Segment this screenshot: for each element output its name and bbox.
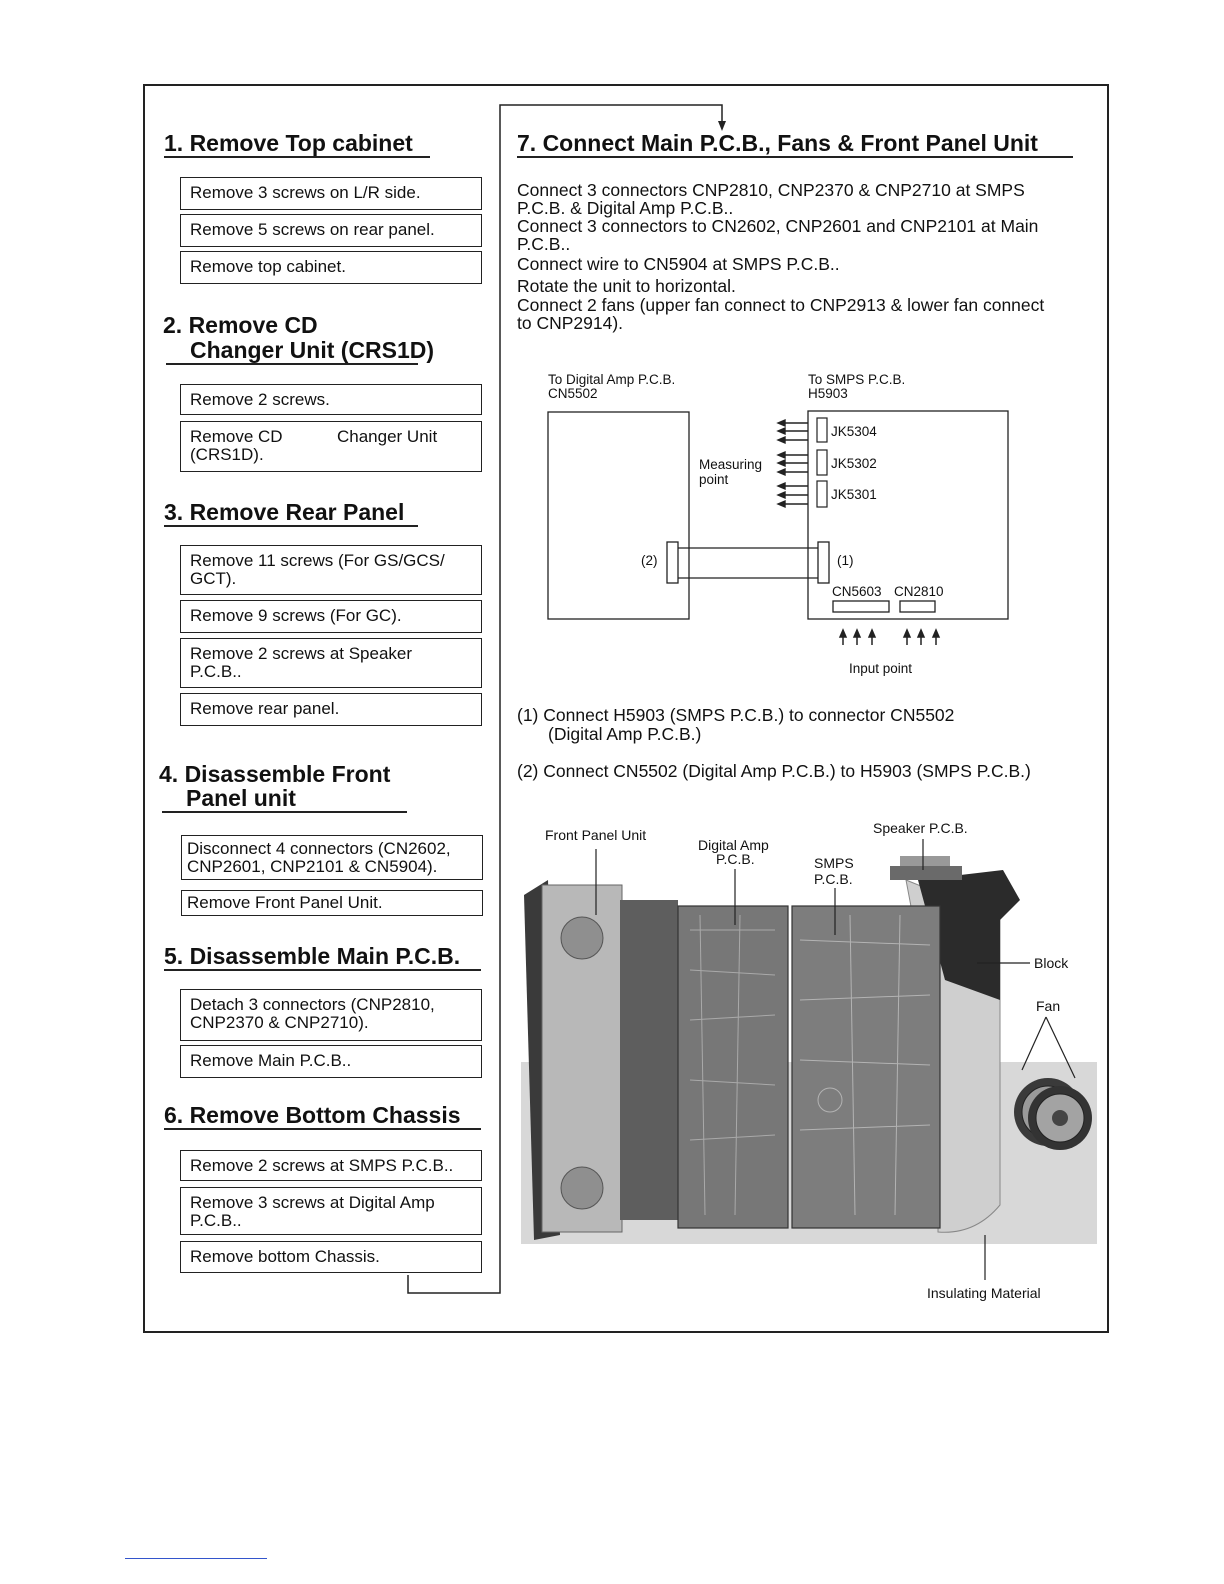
step4-title-line2: Panel unit	[162, 786, 407, 813]
connector-label-1: (1)	[837, 553, 854, 568]
measuring-point-label-2: point	[699, 472, 729, 487]
step7-line-3: Connect 3 connectors to CN2602, CNP2601 and CNP2101 at Main	[517, 216, 1039, 236]
jack-jk5302: JK5302	[831, 456, 877, 471]
label-block: Block	[1034, 955, 1069, 971]
step6-box-3: Remove bottom Chassis.	[180, 1241, 482, 1273]
note-1-line-2: (Digital Amp P.C.B.)	[548, 724, 702, 744]
step3-box-3: Remove 2 screws at Speaker P.C.B..	[180, 638, 482, 688]
step3-box-1: Remove 11 screws (For GS/GCS/ GCT).	[180, 545, 482, 595]
label-fan: Fan	[1036, 998, 1061, 1014]
step3-title: 3. Remove Rear Panel	[164, 500, 418, 527]
right-board-label-2: H5903	[808, 386, 848, 401]
step1-box-1: Remove 3 screws on L/R side.	[180, 177, 482, 210]
step4-box-1: Disconnect 4 connectors (CN2602, CNP2601, CNP2101 & CN5904).	[181, 835, 483, 880]
cn5603-label: CN5603	[832, 584, 882, 599]
label-insulating-material: Insulating Material	[927, 1285, 1041, 1301]
label-speaker-pcb: Speaker P.C.B.	[873, 820, 968, 836]
step1-box-2: Remove 5 screws on rear panel.	[180, 214, 482, 247]
step2-title-line2: Changer Unit (CRS1D)	[166, 338, 418, 365]
step2-box-1: Remove 2 screws.	[180, 384, 482, 415]
step2-title-line1: 2. Remove CD	[163, 312, 318, 338]
step3-box-4: Remove rear panel.	[180, 693, 482, 726]
step1-title: 1. Remove Top cabinet	[164, 131, 430, 158]
note-2: (2) Connect CN5502 (Digital Amp P.C.B.) to H5903 (SMPS P.C.B.)	[517, 761, 1031, 781]
step7-line-4: P.C.B..	[517, 234, 571, 254]
step1-box-3: Remove top cabinet.	[180, 251, 482, 284]
step4-box-2: Remove Front Panel Unit.	[181, 890, 483, 916]
step7-line-1: Connect 3 connectors CNP2810, CNP2370 & CNP2710 at SMPS	[517, 180, 1025, 200]
step5-box-1: Detach 3 connectors (CNP2810, CNP2370 & CNP2710).	[180, 989, 482, 1041]
step7-title: 7. Connect Main P.C.B., Fans & Front Panel Unit	[517, 131, 1073, 158]
step7-line-6: Rotate the unit to horizontal.	[517, 276, 736, 296]
left-board-label-2: CN5502	[548, 386, 598, 401]
label-digital-amp-1: Digital Amp	[698, 837, 769, 853]
connector-label-2: (2)	[641, 553, 658, 568]
step6-box-2: Remove 3 screws at Digital Amp P.C.B..	[180, 1187, 482, 1235]
step4-title-line1: 4. Disassemble Front	[159, 761, 391, 787]
jack-jk5304: JK5304	[831, 424, 877, 439]
step6-box-1: Remove 2 screws at SMPS P.C.B..	[180, 1150, 482, 1181]
step7-line-5: Connect wire to CN5904 at SMPS P.C.B..	[517, 254, 840, 274]
cn2810-label: CN2810	[894, 584, 944, 599]
input-point-label: Input point	[849, 661, 913, 676]
step2-box-2: Remove CD Changer Unit (CRS1D).	[180, 421, 482, 472]
step7-line-8: to CNP2914).	[517, 313, 624, 333]
left-board-label-1: To Digital Amp P.C.B.	[548, 372, 676, 387]
jack-jk5301: JK5301	[831, 487, 877, 502]
label-smps-2: P.C.B.	[814, 871, 853, 887]
step5-title: 5. Disassemble Main P.C.B.	[164, 944, 481, 971]
step3-box-2: Remove 9 screws (For GC).	[180, 600, 482, 633]
measuring-point-label-1: Measuring	[699, 457, 763, 472]
footer-rule	[125, 1558, 267, 1559]
right-board-label-1: To SMPS P.C.B.	[808, 372, 906, 387]
step7-line-7: Connect 2 fans (upper fan connect to CNP2913 & lower fan connect	[517, 295, 1045, 315]
label-front-panel-unit: Front Panel Unit	[545, 827, 647, 843]
step5-box-2: Remove Main P.C.B..	[180, 1045, 482, 1078]
label-digital-amp-2: P.C.B.	[716, 851, 755, 867]
step6-title: 6. Remove Bottom Chassis	[164, 1103, 481, 1130]
label-smps-1: SMPS	[814, 855, 854, 871]
step7-line-2: P.C.B. & Digital Amp P.C.B..	[517, 198, 734, 218]
note-1-line-1: (1) Connect H5903 (SMPS P.C.B.) to connector CN5502	[517, 705, 955, 725]
